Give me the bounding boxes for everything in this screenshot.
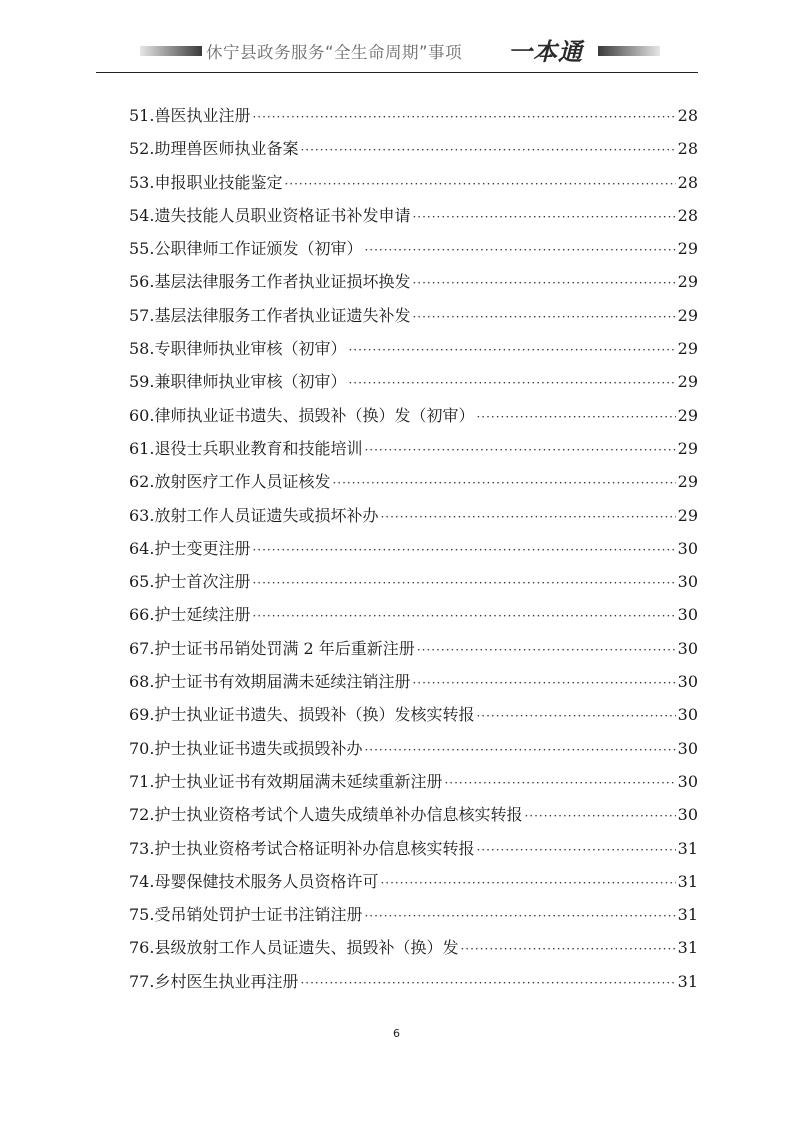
toc-entry-title: 77.乡村医生执业再注册 (129, 971, 299, 991)
toc-entry[interactable] (129, 465, 698, 498)
toc-entry-page: 29 (677, 372, 698, 392)
toc-dot-leader (380, 867, 675, 900)
toc-entry[interactable] (129, 898, 698, 931)
toc-entry-title: 53.申报职业技能鉴定 (129, 172, 283, 192)
toc-entry[interactable] (129, 732, 698, 765)
toc-entry[interactable] (129, 665, 698, 698)
toc-entry[interactable] (129, 865, 698, 898)
toc-dot-leader (476, 401, 675, 434)
toc-entry-title: 69.护士执业证书遗失、损毁补（换）发核实转报 (129, 705, 475, 725)
toc-dot-leader (417, 634, 676, 667)
header-rule (96, 72, 698, 73)
toc-entry[interactable] (129, 499, 698, 532)
toc-entry-title: 63.放射工作人员证遗失或损坏补办 (129, 505, 379, 525)
toc-entry-title: 71.护士执业证书有效期届满未延续重新注册 (129, 771, 443, 791)
toc-dot-leader (252, 101, 675, 134)
toc-entry-title: 52.助理兽医师执业备案 (129, 139, 299, 159)
toc-entry[interactable] (129, 99, 698, 132)
toc-entry-title: 75.受吊销处罚护士证书注销注册 (129, 905, 363, 925)
toc-dot-leader (412, 301, 675, 334)
toc-dot-leader (380, 501, 675, 534)
toc-entry-title: 67.护士证书吊销处罚满 2 年后重新注册 (129, 638, 415, 658)
toc-dot-leader (348, 334, 675, 367)
toc-entry[interactable] (129, 698, 698, 731)
toc-entry-title: 62.放射医疗工作人员证核发 (129, 472, 331, 492)
toc-entry[interactable] (129, 598, 698, 631)
toc-dot-leader (364, 234, 675, 267)
header-decor-bar-left (140, 46, 202, 56)
toc-entry-title: 65.护士首次注册 (129, 572, 251, 592)
toc-entry-title: 54.遗失技能人员职业资格证书补发申请 (129, 205, 411, 225)
toc-entry-page: 30 (677, 805, 698, 825)
toc-entry-page: 31 (677, 938, 698, 958)
toc-entry-page: 28 (677, 172, 698, 192)
toc-entry-page: 30 (677, 738, 698, 758)
page-number: 6 (393, 1027, 400, 1040)
toc-entry-page: 30 (677, 572, 698, 592)
toc-dot-leader (252, 567, 675, 600)
toc-entry-page: 30 (677, 638, 698, 658)
toc-dot-leader (444, 767, 675, 800)
toc-dot-leader (412, 667, 675, 700)
toc-entry-page: 31 (677, 905, 698, 925)
toc-entry[interactable] (129, 199, 698, 232)
toc-entry-page: 30 (677, 538, 698, 558)
toc-entry[interactable] (129, 132, 698, 165)
toc-dot-leader (524, 800, 675, 833)
toc-entry[interactable] (129, 832, 698, 865)
toc-entry[interactable] (129, 265, 698, 298)
toc-dot-leader (460, 933, 675, 966)
toc-dot-leader (364, 734, 675, 767)
toc-entry-title: 72.护士执业资格考试个人遗失成绩单补办信息核实转报 (129, 805, 523, 825)
toc-dot-leader (332, 467, 675, 500)
toc-dot-leader (300, 134, 675, 167)
toc-entry-title: 70.护士执业证书遗失或损毁补办 (129, 738, 363, 758)
toc-dot-leader (252, 600, 675, 633)
toc-dot-leader (284, 168, 675, 201)
toc-entry-page: 28 (677, 106, 698, 125)
table-of-contents (129, 99, 698, 998)
header-title: 休宁县政务服务“全生命周期”事项 (206, 43, 463, 62)
toc-entry-title: 61.退役士兵职业教育和技能培训 (129, 438, 363, 458)
toc-dot-leader (412, 267, 675, 300)
toc-entry-title: 60.律师执业证书遗失、损毁补（换）发（初审） (129, 405, 475, 425)
toc-entry[interactable] (129, 399, 698, 432)
toc-entry[interactable] (129, 965, 698, 998)
toc-dot-leader (412, 201, 675, 234)
toc-dot-leader (364, 900, 675, 933)
toc-entry-page: 29 (677, 272, 698, 292)
toc-entry-title: 51.兽医执业注册 (129, 106, 251, 125)
toc-dot-leader (476, 834, 675, 867)
toc-entry[interactable] (129, 798, 698, 831)
toc-entry-page: 31 (677, 838, 698, 858)
toc-entry-page: 28 (677, 205, 698, 225)
toc-entry-title: 76.县级放射工作人员证遗失、损毁补（换）发 (129, 938, 459, 958)
toc-entry[interactable] (129, 765, 698, 798)
toc-entry-page: 31 (677, 871, 698, 891)
toc-entry[interactable] (129, 432, 698, 465)
toc-entry[interactable] (129, 565, 698, 598)
toc-entry[interactable] (129, 299, 698, 332)
toc-entry-page: 30 (677, 705, 698, 725)
toc-entry-page: 29 (677, 472, 698, 492)
toc-entry-title: 59.兼职律师执业审核（初审） (129, 372, 347, 392)
toc-entry-page: 29 (677, 305, 698, 325)
toc-entry[interactable] (129, 365, 698, 398)
toc-entry[interactable] (129, 332, 698, 365)
toc-entry-title: 68.护士证书有效期届满未延续注销注册 (129, 672, 411, 692)
toc-dot-leader (364, 434, 675, 467)
toc-entry[interactable] (129, 532, 698, 565)
toc-entry-title: 74.母婴保健技术服务人员资格许可 (129, 871, 379, 891)
toc-dot-leader (476, 700, 675, 733)
toc-entry-title: 64.护士变更注册 (129, 538, 251, 558)
toc-entry-page: 29 (677, 339, 698, 359)
toc-entry-page: 29 (677, 405, 698, 425)
toc-entry[interactable] (129, 166, 698, 199)
toc-entry-page: 29 (677, 239, 698, 259)
toc-entry-title: 73.护士执业资格考试合格证明补办信息核实转报 (129, 838, 475, 858)
header-brand-logo: 一本通 (508, 38, 583, 66)
toc-entry-title: 66.护士延续注册 (129, 605, 251, 625)
toc-entry-page: 29 (677, 505, 698, 525)
toc-entry-title: 58.专职律师执业审核（初审） (129, 339, 347, 359)
toc-dot-leader (348, 367, 675, 400)
toc-entry-title: 56.基层法律服务工作者执业证损坏换发 (129, 272, 411, 292)
toc-entry[interactable] (129, 632, 698, 665)
header-decor-bar-right (598, 46, 660, 56)
toc-entry[interactable] (129, 931, 698, 964)
toc-entry-page: 30 (677, 672, 698, 692)
toc-entry-page: 28 (677, 139, 698, 159)
page-header (140, 36, 660, 70)
toc-entry-page: 30 (677, 605, 698, 625)
toc-dot-leader (300, 967, 675, 1000)
toc-entry-title: 57.基层法律服务工作者执业证遗失补发 (129, 305, 411, 325)
toc-entry-page: 29 (677, 438, 698, 458)
toc-dot-leader (252, 534, 675, 567)
toc-entry-page: 31 (677, 971, 698, 991)
toc-entry[interactable] (129, 232, 698, 265)
toc-entry-title: 55.公职律师工作证颁发（初审） (129, 239, 363, 259)
toc-entry-page: 30 (677, 771, 698, 791)
